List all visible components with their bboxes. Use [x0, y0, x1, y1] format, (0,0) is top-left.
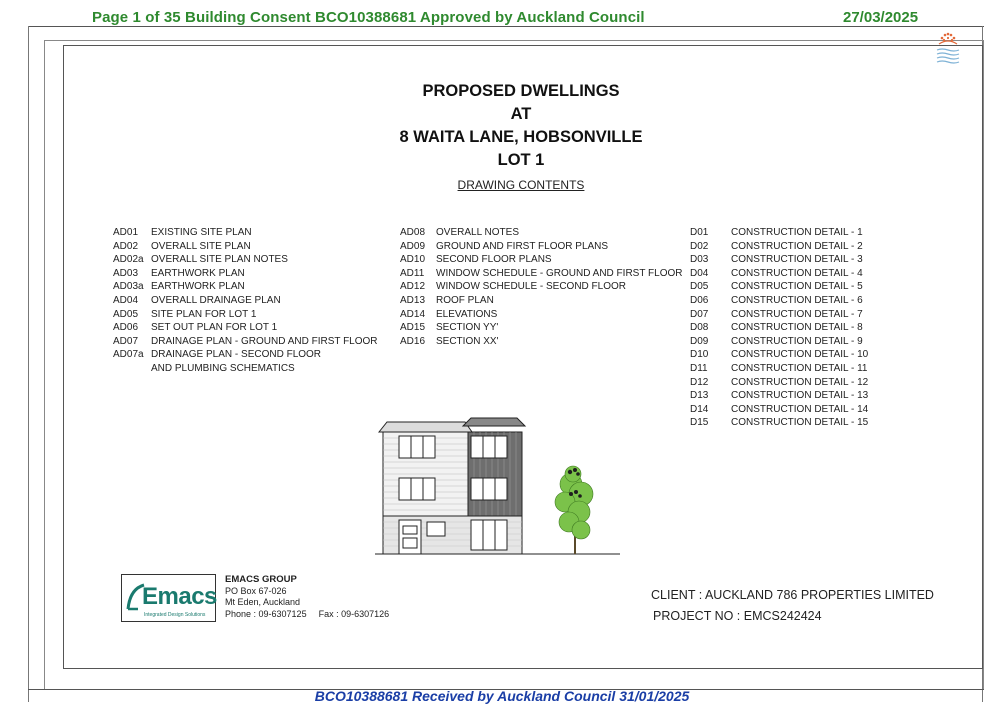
- client-name: CLIENT : AUCKLAND 786 PROPERTIES LIMITED: [651, 588, 934, 602]
- drawing-list-item: [400, 335, 683, 349]
- drawing-title: SITE PLAN FOR LOT 1: [151, 308, 257, 320]
- drawing-list-item: [400, 267, 683, 281]
- tree-drawing: [555, 466, 593, 554]
- drawing-title: ROOF PLAN: [436, 294, 494, 306]
- drawing-title: CONSTRUCTION DETAIL - 1: [731, 227, 863, 238]
- emacs-logo: [121, 574, 216, 622]
- drawing-code: AD13: [400, 294, 426, 306]
- drawing-list-item: [690, 240, 868, 254]
- drawing-code: D08: [690, 322, 709, 334]
- drawing-code: D13: [690, 390, 709, 402]
- title-line-2: AT: [510, 105, 532, 123]
- drawing-code: AD02: [113, 240, 139, 252]
- drawing-title: CONSTRUCTION DETAIL - 13: [731, 390, 869, 402]
- drawing-code: D15: [690, 417, 709, 429]
- approval-stamp-text: Page 1 of 35 Building Consent BCO10388681 Approved by Auckland Council: [92, 9, 645, 26]
- drawing-title: CONSTRUCTION DETAIL - 8: [731, 322, 863, 334]
- drawing-title: SECTION XX': [436, 335, 499, 347]
- drawing-code: D06: [690, 294, 709, 306]
- company-phone: Phone : 09-6307125: [225, 608, 307, 619]
- title-line-4: LOT 1: [497, 151, 545, 169]
- drawing-title: CONSTRUCTION DETAIL - 4: [731, 267, 863, 279]
- drawing-list-architectural-2: [400, 226, 683, 348]
- drawing-title: GROUND AND FIRST FLOOR PLANS: [436, 240, 609, 252]
- received-stamp-text: BCO10388681 Received by Auckland Council 31/01/2025: [314, 688, 690, 704]
- drawing-code: D11: [690, 362, 708, 374]
- drawing-code: AD11: [400, 267, 425, 279]
- house-elevation-drawing: [375, 414, 625, 560]
- emacs-logo-text: Emacs: [142, 583, 217, 610]
- client-block: [651, 585, 934, 627]
- drawing-title: OVERALL SITE PLAN: [151, 240, 251, 252]
- drawing-title: AND PLUMBING SCHEMATICS: [151, 362, 295, 374]
- drawing-code: AD10: [400, 254, 426, 266]
- drawing-title: SECTION YY': [436, 322, 499, 334]
- drawing-list-item: [400, 240, 683, 254]
- drawing-code: AD12: [400, 281, 426, 293]
- drawing-list-item: [113, 321, 378, 335]
- drawing-list-item: [113, 348, 378, 362]
- drawing-code: AD07: [113, 335, 139, 347]
- drawing-title: WINDOW SCHEDULE - SECOND FLOOR: [436, 281, 627, 293]
- drawing-list-item: [690, 389, 868, 403]
- drawing-title: CONSTRUCTION DETAIL - 6: [731, 294, 863, 306]
- drawing-code: D10: [690, 349, 709, 361]
- drawing-title: CONSTRUCTION DETAIL - 15: [731, 417, 869, 429]
- drawing-code: AD01: [113, 227, 139, 238]
- drawing-list-item: [690, 253, 868, 267]
- drawing-title: EARTHWORK PLAN: [151, 267, 245, 279]
- project-title-block: [366, 80, 676, 172]
- drawing-code: D09: [690, 335, 709, 347]
- drawing-title: CONSTRUCTION DETAIL - 5: [731, 281, 863, 293]
- drawing-title: DRAINAGE PLAN - SECOND FLOOR: [151, 349, 322, 361]
- drawing-list-item: [400, 321, 683, 335]
- drawing-list-item: [113, 308, 378, 322]
- drawing-title: CONSTRUCTION DETAIL - 3: [731, 254, 863, 266]
- drawing-code: AD09: [400, 240, 426, 252]
- drawing-title: OVERALL DRAINAGE PLAN: [151, 294, 281, 306]
- drawing-list-item: [113, 362, 378, 376]
- drawing-title: SECOND FLOOR PLANS: [436, 254, 552, 266]
- drawing-list-item: [690, 294, 868, 308]
- drawing-list-item: [690, 403, 868, 417]
- company-name: EMACS GROUP: [225, 574, 297, 585]
- drawing-list-item: [400, 253, 683, 267]
- drawing-list-item: [400, 226, 683, 240]
- drawing-list-item: [113, 280, 378, 294]
- drawing-code: AD04: [113, 294, 139, 306]
- drawing-list-item: [690, 226, 868, 240]
- drawing-title: CONSTRUCTION DETAIL - 12: [731, 376, 869, 388]
- drawing-code: AD15: [400, 322, 426, 334]
- drawing-code: D14: [690, 403, 709, 415]
- drawing-code: D02: [690, 240, 709, 252]
- title-line-3: 8 WAITA LANE, HOBSONVILLE: [399, 128, 643, 146]
- drawing-title: EARTHWORK PLAN: [151, 281, 245, 293]
- drawing-code: AD07a: [113, 349, 144, 361]
- drawing-title: DRAINAGE PLAN - GROUND AND FIRST FLOOR: [151, 335, 378, 347]
- drawing-title: WINDOW SCHEDULE - GROUND AND FIRST FLOOR: [436, 267, 683, 279]
- drawing-list-item: [113, 226, 378, 240]
- drawing-title: CONSTRUCTION DETAIL - 14: [731, 403, 869, 415]
- drawing-list-item: [690, 416, 868, 430]
- approval-date: 27/03/2025: [843, 9, 919, 26]
- drawing-list-item: [113, 253, 378, 267]
- drawing-list-item: [690, 362, 868, 376]
- drawing-code: D12: [690, 376, 709, 388]
- drawing-code: D04: [690, 267, 709, 279]
- approval-header: [0, 0, 1004, 28]
- drawing-code: D01: [690, 227, 709, 238]
- drawing-title: OVERALL NOTES: [436, 227, 519, 238]
- drawing-title: CONSTRUCTION DETAIL - 7: [731, 308, 863, 320]
- drawing-title: SET OUT PLAN FOR LOT 1: [151, 322, 278, 334]
- auckland-council-logo: [934, 26, 962, 70]
- drawing-code: AD03: [113, 267, 139, 279]
- drawing-title: OVERALL SITE PLAN NOTES: [151, 254, 288, 266]
- drawing-code: AD02a: [113, 254, 144, 266]
- company-fax: Fax : 09-6307126: [318, 608, 390, 619]
- project-number: PROJECT NO : EMCS242424: [653, 609, 822, 623]
- drawing-title: EXISTING SITE PLAN: [151, 227, 252, 238]
- drawing-code: AD08: [400, 227, 426, 238]
- drawing-list-item: [113, 294, 378, 308]
- title-line-1: PROPOSED DWELLINGS: [422, 82, 620, 100]
- drawing-list-item: [113, 240, 378, 254]
- drawing-list-item: [113, 335, 378, 349]
- drawing-title: CONSTRUCTION DETAIL - 9: [731, 335, 863, 347]
- drawing-list-details: [690, 226, 868, 430]
- drawing-code: AD06: [113, 322, 139, 334]
- drawing-contents-heading: DRAWING CONTENTS: [457, 178, 585, 192]
- drawing-code: AD05: [113, 308, 139, 320]
- drawing-list-item: [400, 280, 683, 294]
- drawing-list-item: [113, 267, 378, 281]
- drawing-list-item: [690, 376, 868, 390]
- drawing-list-item: [400, 308, 683, 322]
- drawing-title: CONSTRUCTION DETAIL - 2: [731, 240, 863, 252]
- company-contact-block: [225, 574, 389, 620]
- drawing-list-item: [690, 267, 868, 281]
- drawing-title: CONSTRUCTION DETAIL - 10: [731, 349, 869, 361]
- drawing-code: D03: [690, 254, 709, 266]
- drawing-title: ELEVATIONS: [436, 308, 498, 320]
- drawing-list-item: [690, 335, 868, 349]
- drawing-list-item: [690, 321, 868, 335]
- drawing-title: CONSTRUCTION DETAIL - 11: [731, 362, 868, 374]
- drawing-code: AD14: [400, 308, 426, 320]
- drawing-code: AD03a: [113, 281, 144, 293]
- drawing-list-item: [690, 280, 868, 294]
- emacs-logo-tagline: Integrated Design Solutions: [144, 612, 206, 618]
- drawing-list-item: [690, 348, 868, 362]
- drawing-list-architectural-1: [113, 226, 378, 376]
- company-po-box: PO Box 67-026: [225, 585, 287, 596]
- drawing-code: AD16: [400, 335, 426, 347]
- company-address: Mt Eden, Auckland: [225, 597, 301, 607]
- drawing-list-item: [690, 308, 868, 322]
- drawing-code: D05: [690, 281, 709, 293]
- drawing-code: D07: [690, 308, 709, 320]
- drawing-list-item: [400, 294, 683, 308]
